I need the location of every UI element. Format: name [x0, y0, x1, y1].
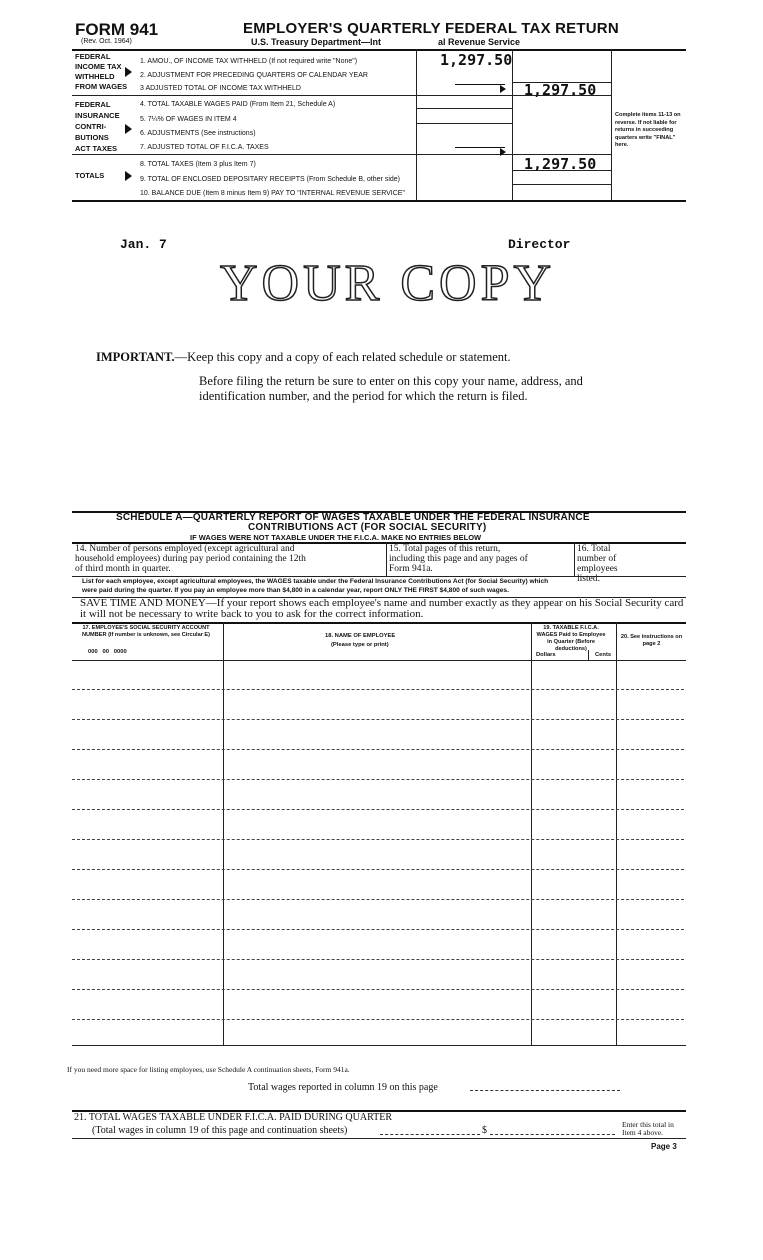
important-label: IMPORTANT.: [96, 350, 175, 364]
line-7: 7. ADJUSTED TOTAL OF F.I.C.A. TAXES: [140, 144, 269, 151]
header-bottom-rule: [72, 660, 686, 661]
more-space-note: If you need more space for listing employees, use Schedule A continuation sheets, Form 941a.: [67, 1065, 350, 1074]
line-10: 10. BALANCE DUE (Item 8 minus Item 9) PAY TO "INTERNAL REVENUE SERVICE": [140, 190, 405, 197]
col-divider-18-19: [531, 622, 532, 1045]
schedule-rule-5: [72, 622, 686, 624]
save-time: SAVE TIME AND MONEY—If your report shows each employee's name and number exactly as they appear on his Social Security card it will not be necessary to write back to you to ask for the correct information.: [80, 597, 684, 620]
item-divider-1: [386, 542, 387, 576]
line-3-amount: 1,297.50: [524, 81, 597, 99]
agency-left: U.S. Treasury Department—Int: [251, 37, 382, 47]
line-8-amount: 1,297.50: [524, 155, 597, 173]
col-17-format: 000 00 0000: [88, 649, 127, 655]
total-wages-page-field[interactable]: [470, 1090, 620, 1091]
line-9: 9. TOTAL OF ENCLOSED DEPOSITARY RECEIPTS (From Schedule B, other side): [140, 176, 400, 183]
col-divider-cents: [588, 650, 589, 660]
col-divider-17-18: [223, 622, 224, 1045]
table-row[interactable]: [72, 959, 684, 960]
important-line2: Before filing the return be sure to enter on this copy your name, address, and: [199, 374, 583, 388]
col-20-header: 20. See instructions on page 2: [620, 634, 683, 647]
line-3-arrowhead: [500, 80, 506, 98]
subcol-line2: [416, 123, 512, 124]
table-row[interactable]: [72, 689, 684, 690]
important-line1: —Keep this copy and a copy of each related schedule or statement.: [174, 350, 511, 364]
line-6: 6. ADJUSTMENTS (See instructions): [140, 130, 256, 137]
item-16: 16. Total number of employees listed.: [577, 544, 618, 584]
item-21-line-1: 21. TOTAL WAGES TAXABLE UNDER F.I.C.A. PAID DURING QUARTER: [74, 1112, 393, 1123]
item-21-leader: [380, 1134, 480, 1135]
item-divider-2: [574, 542, 575, 576]
table-row[interactable]: [72, 749, 684, 750]
col-19-header: 19. TAXABLE F.I.C.A. WAGES Paid to Employee in Quarter (Before deductions): [536, 625, 606, 652]
form-number: FORM 941: [75, 20, 159, 39]
table-row[interactable]: [72, 719, 684, 720]
schedule-title-2: CONTRIBUTIONS ACT (FOR SOCIAL SECURITY): [248, 522, 487, 533]
arrow-fica: [125, 121, 132, 139]
line-7-arrow: [455, 147, 505, 148]
instruction-1: List for each employee, except agricultural employees, the WAGES taxable under the Federal Insurance Contributions Act (for Social Security) which: [82, 578, 549, 585]
item-21-line-2: (Total wages in column 19 of this page and continuation sheets): [92, 1125, 348, 1136]
item-21-total-field[interactable]: [490, 1134, 615, 1135]
your-copy-stamp: YOUR COPY: [220, 255, 556, 312]
top-table-top: [72, 49, 686, 51]
line-2: 2. ADJUSTMENT FOR PRECEDING QUARTERS OF CALENDAR YEAR: [140, 72, 368, 79]
line-1-amount: 1,297.50: [440, 51, 513, 69]
col-18-sub: (Please type or print): [331, 642, 389, 648]
enter-note: Enter this total in Item 4 above.: [622, 1120, 674, 1137]
section-totals: TOTALS: [75, 171, 105, 180]
table-row[interactable]: [72, 869, 684, 870]
schedule-subtitle: IF WAGES WERE NOT TAXABLE UNDER THE F.I.C.A. MAKE NO ENTRIES BELOW: [190, 533, 482, 542]
important-line3: identification number, and the period for which the return is filed.: [199, 389, 528, 403]
line-4: 4. TOTAL TAXABLE WAGES PAID (From Item 21, Schedule A): [140, 101, 336, 108]
table-row[interactable]: [72, 839, 684, 840]
item-14: 14. Number of persons employed (except agricultural and household employees) during pay period containing the 12th of third month in quarter.: [75, 544, 306, 574]
typed-signer-title: Director: [508, 237, 571, 252]
form-revision: (Rev. Oct. 1964): [81, 38, 132, 45]
item-21-dollar-sign: $: [482, 1125, 487, 1136]
important-text: [96, 350, 511, 365]
amt-line3: [512, 184, 611, 185]
table-row[interactable]: [72, 989, 684, 990]
table-row[interactable]: [72, 929, 684, 930]
col-18-header: 18. NAME OF EMPLOYEE: [325, 633, 396, 639]
line-1: 1. AMOU.‚ OF INCOME TAX WITHHELD (If not required write "None"): [140, 58, 358, 65]
col-divider-b: [512, 49, 513, 200]
line-3-arrow: [455, 84, 505, 85]
typed-date: Jan. 7: [120, 237, 167, 252]
col-19-dollars: Dollars: [536, 652, 556, 658]
arrow-totals: [125, 168, 132, 186]
subcol-line: [416, 108, 512, 109]
table-row[interactable]: [72, 899, 684, 900]
col-17-header: 17. EMPLOYEE'S SOCIAL SECURITY ACCOUNT NUMBER (If number is unknown, see Circular E): [81, 625, 211, 638]
item-15: 15. Total pages of this return, including this page and any pages of Form 941a.: [389, 544, 528, 574]
col-divider-c: [611, 49, 612, 200]
page-number: Page 3: [651, 1142, 677, 1151]
line-3: 3 ADJUSTED TOTAL OF INCOME TAX WITHHELD: [140, 85, 301, 92]
schedule-rule-3: [72, 576, 686, 577]
section-income-tax: FEDERAL INCOME TAX WITHHELD FROM WAGES: [75, 52, 128, 91]
col-divider-a: [416, 49, 417, 200]
line-7-arrowhead: [500, 143, 506, 161]
instruction-2: were paid during the quarter. If you pay an employee more than $4,800 in a calendar year, report ONLY THE FIRST $4,800 of such wages.: [82, 587, 509, 594]
schedule-title-1: SCHEDULE A—QUARTERLY REPORT OF WAGES TAXABLE UNDER THE FEDERAL INSURANCE: [116, 512, 590, 523]
top-table-bottom: [72, 200, 686, 202]
agency-right: al Revenue Service: [438, 37, 521, 47]
footer-rule-2: [72, 1138, 686, 1139]
col-19-cents: Cents: [595, 652, 612, 658]
table-row[interactable]: [72, 1019, 684, 1020]
col-divider-19-20: [616, 622, 617, 1045]
table-row[interactable]: [72, 779, 684, 780]
line-8: 8. TOTAL TAXES (Item 3 plus Item 7): [140, 161, 256, 168]
side-note: Complete items 11-13 on reverse. If not liable for returns in succeeding quarters write "FINAL" here.: [615, 112, 681, 148]
form-title: EMPLOYER'S QUARTERLY FEDERAL TAX RETURN: [243, 20, 619, 37]
line-5: 5. 7¼% OF WAGES IN ITEM 4: [140, 116, 237, 123]
section-fica: FEDERAL INSURANCE CONTRI- BUTIONS ACT TAXES: [75, 100, 120, 153]
table-bottom-rule: [72, 1045, 686, 1046]
total-wages-page-label: Total wages reported in column 19 on this page: [248, 1082, 438, 1093]
arrow-income: [125, 64, 132, 82]
table-row[interactable]: [72, 809, 684, 810]
